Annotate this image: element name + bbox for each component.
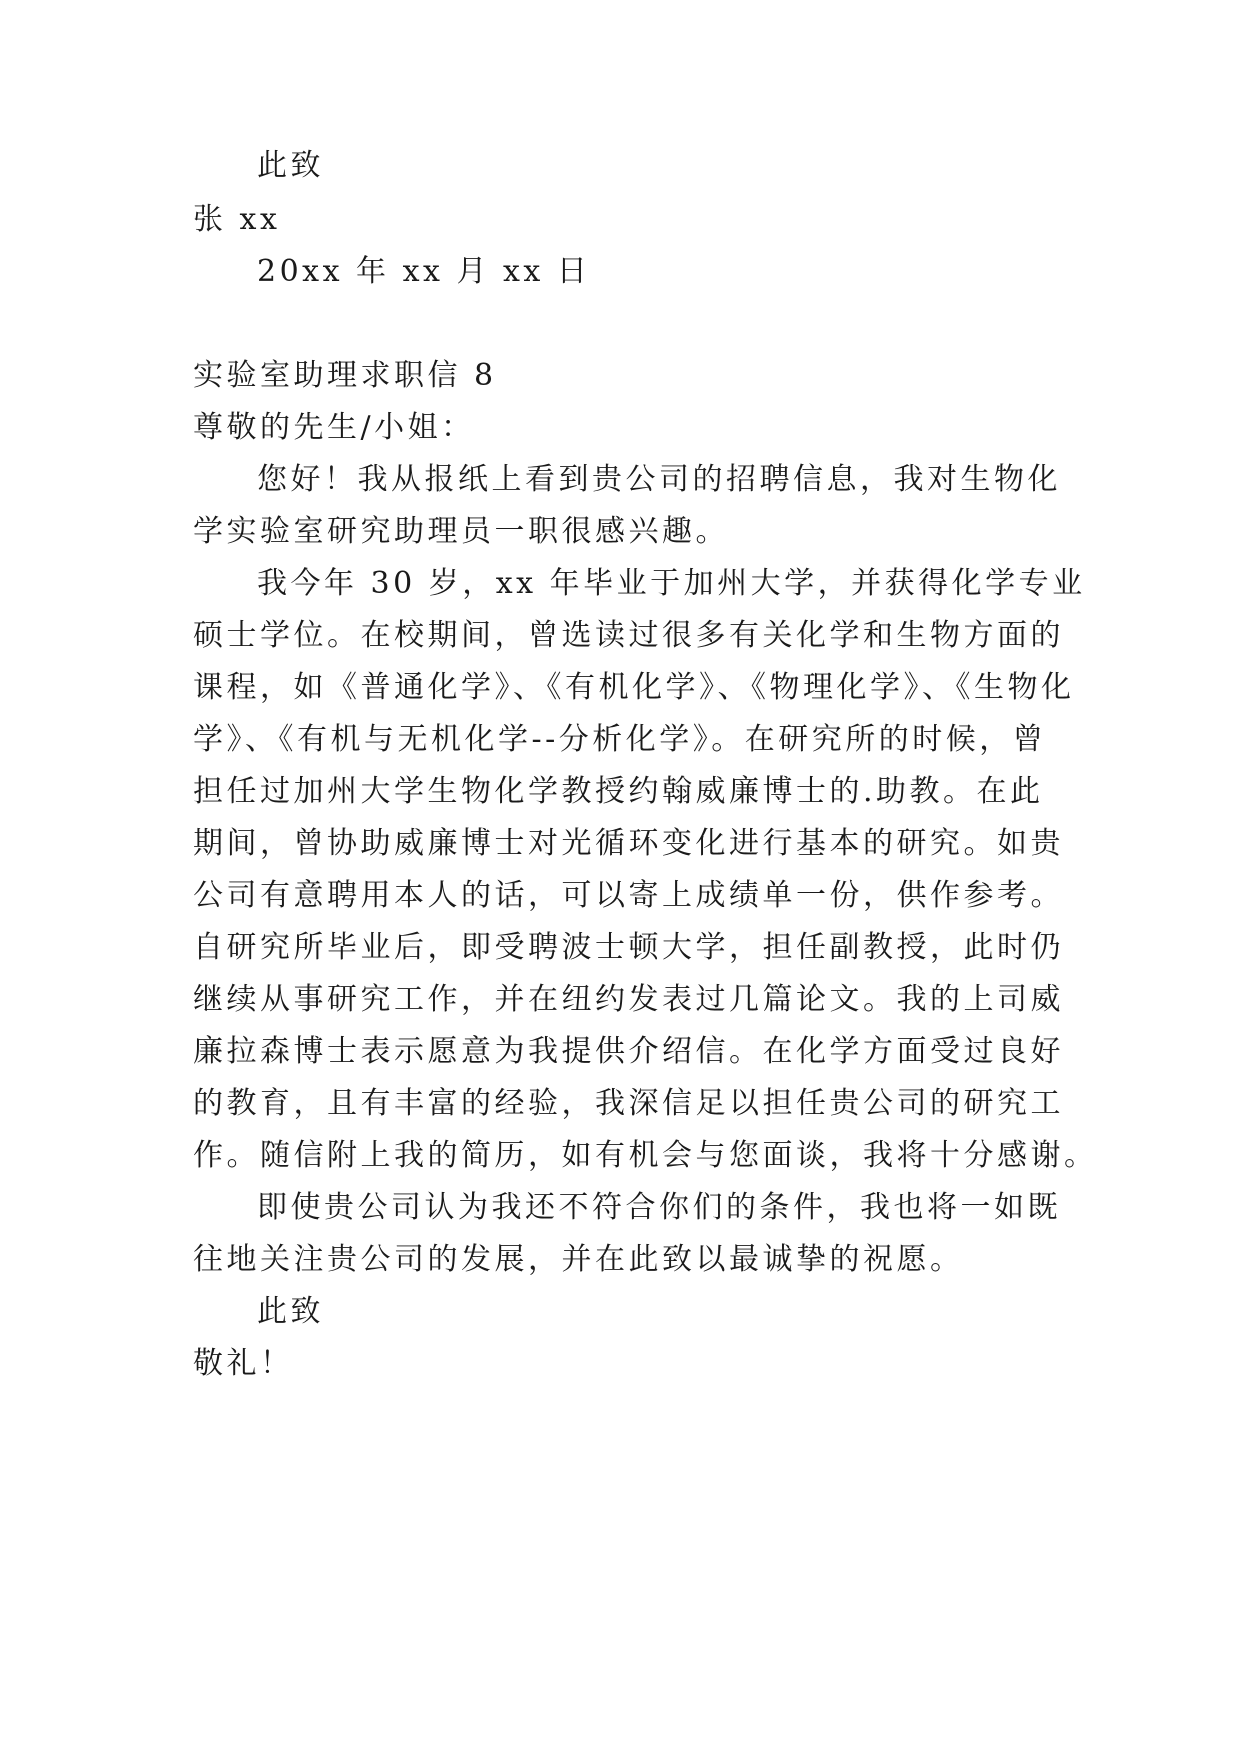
- paragraph-line: 公司有意聘用本人的话，可以寄上成绩单一份，供作参考。: [193, 878, 1064, 913]
- paragraph-line: 我今年 30 岁，xx 年毕业于加州大学，并获得化学专业: [257, 566, 1086, 601]
- paragraph-line: 课程，如《普通化学》、《有机化学》、《物理化学》、《生物化: [193, 670, 1075, 705]
- paragraph-line: 廉拉森博士表示愿意为我提供介绍信。在化学方面受过良好: [193, 1034, 1064, 1069]
- paragraph-line: 作。随信附上我的简历，如有机会与您面谈，我将十分感谢。: [193, 1138, 1098, 1173]
- paragraph-line: 期间，曾协助威廉博士对光循环变化进行基本的研究。如贵: [193, 826, 1064, 861]
- letter-salutation: 此致: [257, 1294, 324, 1329]
- paragraph-line: 学》、《有机与无机化学--分析化学》。在研究所的时候，曾: [193, 722, 1047, 757]
- letter-regards: 敬礼！: [193, 1346, 294, 1381]
- paragraph-line: 即使贵公司认为我还不符合你们的条件，我也将一如既: [257, 1190, 1061, 1225]
- paragraph-line: 往地关注贵公司的发展，并在此致以最诚挚的祝愿。: [193, 1242, 964, 1277]
- paragraph-line: 担任过加州大学生物化学教授约翰威廉博士的.助教。在此: [193, 774, 1044, 809]
- paragraph-line: 自研究所毕业后，即受聘波士顿大学，担任副教授，此时仍: [193, 930, 1064, 965]
- letter-greeting: 尊敬的先生/小姐：: [193, 410, 475, 445]
- paragraph-line: 的教育，且有丰富的经验，我深信足以担任贵公司的研究工: [193, 1086, 1064, 1121]
- closing-salutation: 此致: [257, 148, 324, 183]
- date: 20xx 年 xx 月 xx 日: [257, 254, 591, 289]
- paragraph-line: 您好！我从报纸上看到贵公司的招聘信息，我对生物化: [257, 462, 1061, 497]
- paragraph-line: 学实验室研究助理员一职很感兴趣。: [193, 514, 729, 549]
- letter-title: 实验室助理求职信 8: [193, 358, 497, 393]
- paragraph-line: 硕士学位。在校期间，曾选读过很多有关化学和生物方面的: [193, 618, 1064, 653]
- signature: 张 xx: [193, 202, 281, 237]
- paragraph-line: 继续从事研究工作，并在纽约发表过几篇论文。我的上司威: [193, 982, 1064, 1017]
